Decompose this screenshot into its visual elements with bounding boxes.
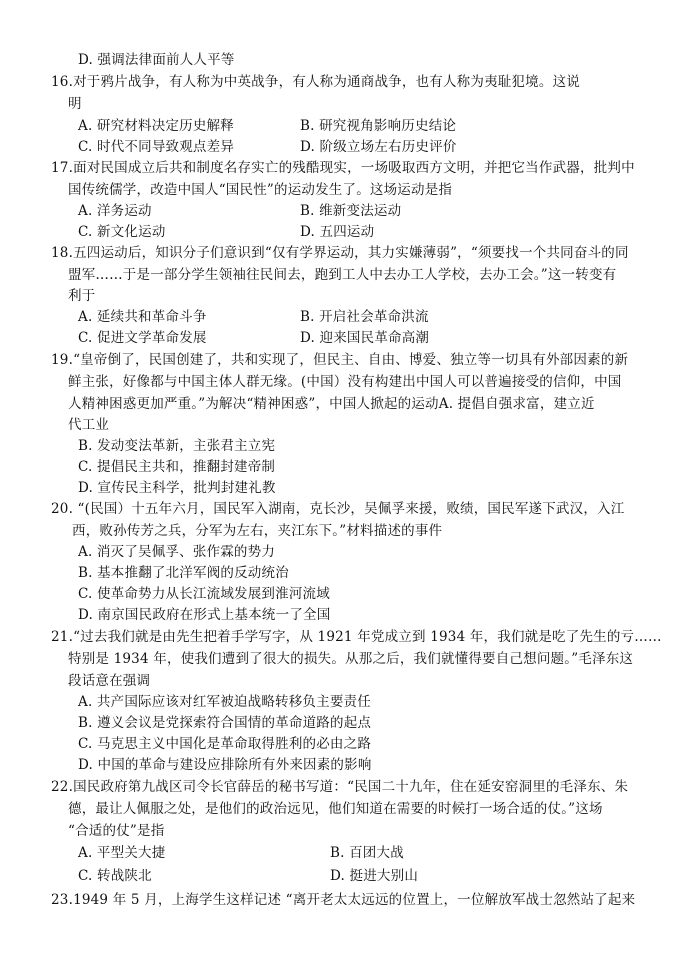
q18-option-c: C. 促进文学革命发展	[78, 330, 207, 346]
q18-option-b: B. 开启社会革命洪流	[300, 309, 429, 325]
q20-stem-line2: 西，败孙传芳之兵，分军为左右，夹江东下。”材料描述的事件	[72, 523, 443, 539]
q17-option-a: A. 洋务运动	[78, 203, 152, 219]
q22-option-b: B. 百团大战	[330, 845, 404, 861]
q16-stem-line2: 明	[68, 96, 82, 112]
q22-stem-line1: 22.国民政府第九战区司令长官薛岳的秘书写道：“民国二十九年，住在延安窑洞里的毛泽东、朱	[51, 779, 629, 795]
q20-option-b: B. 基本推翻了北洋军阀的反动统治	[78, 565, 289, 581]
q23-stem-line1: 23.1949 年 5 月，上海学生这样记述 “离开老太太远远的位置上，一位解放军战士忽然站了起来	[51, 892, 636, 908]
q17-option-c: C. 新文化运动	[78, 224, 166, 240]
q22-option-a: A. 平型关大捷	[78, 845, 166, 861]
q16-stem-line1: 16.对于鸦片战争，有人称为中英战争，有人称为通商战争，也有人称为夷耻犯境。这说	[51, 74, 580, 90]
q21-option-b: B. 遵义会议是党探索符合国情的革命道路的起点	[78, 715, 372, 731]
q16-option-d: D. 阶级立场左右历史评价	[300, 139, 457, 155]
q17-option-d: D. 五四运动	[300, 224, 375, 240]
q20-stem-line1: 20. “(民国）十五年六月，国民军入湖南，克长沙，吴佩孚来援，败绩，国民军遂下武汉，入江	[51, 501, 625, 517]
q22-stem-line2: 德，最让人佩服之处，是他们的政治远见，他们知道在需要的时候打一场合适的仗。”这场	[68, 801, 603, 817]
q21-option-a: A. 共产国际应该对红军被迫战略转移负主要责任	[78, 694, 371, 710]
q22-option-d: D. 挺进大别山	[330, 868, 419, 884]
q19-stem-line4: 代工业	[68, 417, 110, 433]
q18-option-a: A. 延续共和革命斗争	[78, 309, 207, 325]
q18-stem-line1: 18.五四运动后，知识分子们意识到“仅有学界运动，其力实嫌薄弱”，“须要找一个共同奋斗的同	[51, 245, 629, 261]
q16-option-b: B. 研究视角影响历史结论	[300, 118, 457, 134]
q21-stem-line2: 特别是 1934 年，使我们遭到了很大的损失。从那之后，我们就懂得要自己想问题。”毛泽东这	[68, 651, 634, 667]
q15-option-d: D. 强调法律面前人人平等	[78, 52, 235, 68]
q20-option-a: A. 消灭了吴佩孚、张作霖的势力	[78, 544, 276, 560]
q17-stem-line1: 17.面对民国成立后共和制度名存实亡的残酷现实，一场吸取西方文明，并把它当作武器，批判中	[51, 160, 635, 176]
q21-option-d: D. 中国的革命与建设应排除所有外来因素的影响	[78, 757, 372, 773]
q19-option-b: B. 发动变法革新，主张君主立宪	[78, 438, 276, 454]
q22-stem-line3: “合适的仗”是指	[68, 823, 165, 839]
q22-option-c: C. 转战陕北	[78, 868, 152, 884]
q21-option-c: C. 马克思主义中国化是革命取得胜利的必由之路	[78, 736, 372, 752]
q19-option-c: C. 提倡民主共和，推翻封建帝制	[78, 459, 276, 475]
q16-option-c: C. 时代不同导致观点差异	[78, 139, 235, 155]
q18-stem-line2: 盟军……于是一部分学生领袖往民间去，跑到工人中去办工人学校，去办工会。”这一转变有	[68, 267, 617, 283]
q19-stem-line3: 人精神困惑更加严重。”为解决“精神困惑”，中国人掀起的运动A. 提倡自强求富，建立近	[68, 396, 595, 412]
q16-option-a: A. 研究材料决定历史解释	[78, 118, 234, 134]
q21-stem-line1: 21.“过去我们就是由先生把着手学写字，从 1921 年党成立到 1934 年，我们就是吃了先生的亏……	[51, 629, 662, 645]
q18-option-d: D. 迎来国民革命高潮	[300, 330, 430, 346]
q20-option-d: D. 南京国民政府在形式上基本统一了全国	[78, 607, 331, 623]
q18-stem-line3: 利于	[68, 288, 96, 304]
q19-stem-line2: 鲜主张，好像都与中国主体人群无缘。(中国）没有构建出中国人可以普遍接受的信仰，中国	[68, 374, 622, 390]
q21-stem-line3: 段话意在强调	[68, 673, 151, 689]
q17-stem-line2: 国传统儒学，改造中国人“国民性”的运动发生了。这场运动是指	[68, 182, 453, 198]
q20-option-c: C. 使革命势力从长江流域发展到淮河流域	[78, 586, 330, 602]
q19-stem-line1: 19.“皇帝倒了，民国创建了，共和实现了，但民主、自由、博爱、独立等一切具有外部因素的新	[51, 352, 629, 368]
q19-option-d: D. 宣传民主科学，批判封建礼教	[78, 480, 276, 496]
q17-option-b: B. 维新变法运动	[300, 203, 402, 219]
